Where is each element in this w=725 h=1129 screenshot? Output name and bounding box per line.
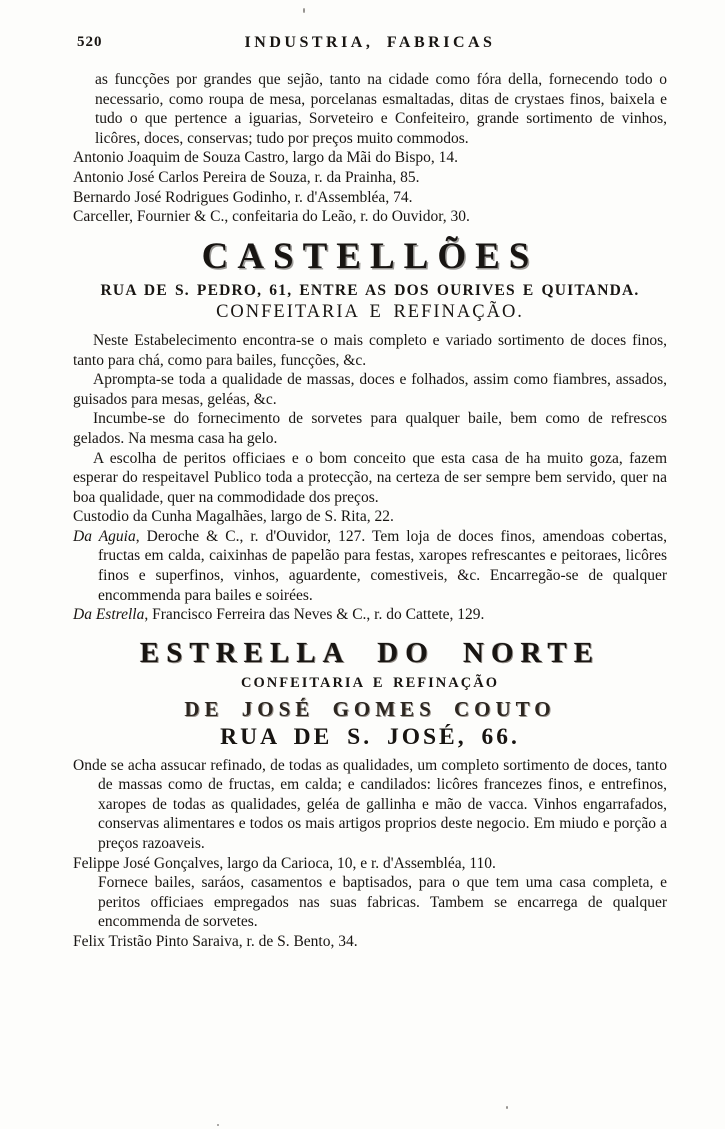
estrella-ad-owner: DE JOSÉ GOMES COUTO bbox=[184, 697, 556, 722]
page-body bbox=[73, 70, 667, 952]
directory-entry: Antonio Joaquim de Souza Castro, largo da Mãi do Bispo, 14. bbox=[73, 149, 459, 167]
page-number: 520 bbox=[77, 34, 103, 50]
directory-entry bbox=[73, 527, 667, 605]
directory-entry bbox=[73, 605, 667, 625]
estrella-ad-address: RUA DE S. JOSÉ, 66. bbox=[220, 724, 520, 751]
castelloes-paragraph: A escolha de peritos officiaes e o bom conceito que esta casa de ha muito goza, fazem esperar do respeitavel Publico toda a protecção, na certeza de ser sempre bem servido, quer na boa qualidade, quer na commodidade dos preços. bbox=[73, 449, 667, 506]
directory-entry-description: Fornece bailes, saráos, casamentos e baptisados, para o que tem uma casa completa, e peritos officiaes empregados nas suas fabricas. Tambem se encarrega de qualquer encommenda de sorvetes. bbox=[98, 874, 667, 931]
estrella-ad-title: ESTRELLA DO NORTE bbox=[139, 636, 601, 669]
castelloes-paragraph: Neste Estabelecimento encontra-se o mais completo e variado sortimento de doces finos, tanto para chá, como para bailes, funcções, &c. bbox=[73, 331, 667, 369]
castelloes-ad-subtitle: CONFEITARIA E REFINAÇÃO. bbox=[216, 302, 524, 323]
entry-name-italic: Da Estrella bbox=[73, 606, 145, 624]
scan-speck bbox=[506, 1106, 508, 1109]
castelloes-paragraph: Aprompta-se toda a qualidade de massas, doces e folhados, assim como fiambres, assados, guisados para mesas, geléas, &c. bbox=[73, 371, 667, 408]
directory-entry: Carceller, Fournier & C., confeitaria do Leão, r. do Ouvidor, 30. bbox=[73, 208, 470, 226]
directory-entry: Custodio da Cunha Magalhães, largo de S. Rita, 22. bbox=[73, 508, 394, 526]
directory-entry: Felippe José Gonçalves, largo da Carioca, 10, e r. d'Assembléa, 110. bbox=[73, 854, 496, 872]
directory-entry: Bernardo José Rodrigues Godinho, r. d'Assembléa, 74. bbox=[73, 188, 413, 206]
directory-entry: Felix Tristão Pinto Saraiva, r. de S. Bento, 34. bbox=[73, 932, 358, 950]
castelloes-ad-address: RUA DE S. PEDRO, 61, ENTRE AS DOS OURIVES E QUITANDA. bbox=[100, 281, 640, 299]
running-header bbox=[73, 34, 667, 56]
castelloes-paragraph: Incumbe-se do fornecimento de sorvetes para qualquer baile, bem como de refrescos gelados. Na mesma casa ha gelo. bbox=[73, 410, 667, 447]
scan-speck bbox=[303, 8, 305, 13]
text-block bbox=[73, 34, 667, 952]
scan-speck bbox=[217, 1124, 219, 1126]
entry-rest: , Deroche & C., r. d'Ouvidor, 127. Tem loja de doces finos, amendoas cobertas, fructas em calda, caixinhas de papelão para festas, xaropes refrescantes e peitoraes, licôres finos e superfinos, vinhos, aguardente, comestiveis, &c. Encarregão-se de qualquer encommenda para bailes e soirées. bbox=[98, 527, 667, 604]
castelloes-ad-title: CASTELLÕES bbox=[201, 235, 539, 277]
page-header-title: INDUSTRIA, FABRICAS bbox=[244, 34, 496, 51]
entry-rest: , Francisco Ferreira das Neves & C., r. do Cattete, 129. bbox=[144, 606, 485, 624]
entry-name-italic: Da Aguia bbox=[73, 527, 136, 545]
intro-continuation-paragraph: as funcções por grandes que sejão, tanto na cidade como fóra della, fornecendo todo o necessario, como roupa de mesa, porcelanas esmaltadas, ditas de crystaes finos, baixela e tudo o que pertence a iguarias, Sorveteiro e Confeiteiro, grande sortimento de vinhos, licôres, doces, conservas; tudo por preços muito commodos. bbox=[95, 71, 667, 147]
directory-entry: Antonio José Carlos Pereira de Souza, r. da Prainha, 85. bbox=[73, 168, 420, 186]
estrella-ad-subtitle: CONFEITARIA E REFINAÇÃO bbox=[241, 674, 499, 691]
estrella-description-paragraph: Onde se acha assucar refinado, de todas as qualidades, um completo sortimento de doces, tanto de massas como de fructas, em calda; e candilados: licôres francezes finos, e entrefinos, xaropes de todas as qualidades, geléa de gallinha e mão de vacca. Vinhos engarrafados, conservas alimentares e todos os mais artigos proprios deste negocio. Em miudo e porção a preços razoaveis. bbox=[73, 756, 667, 852]
